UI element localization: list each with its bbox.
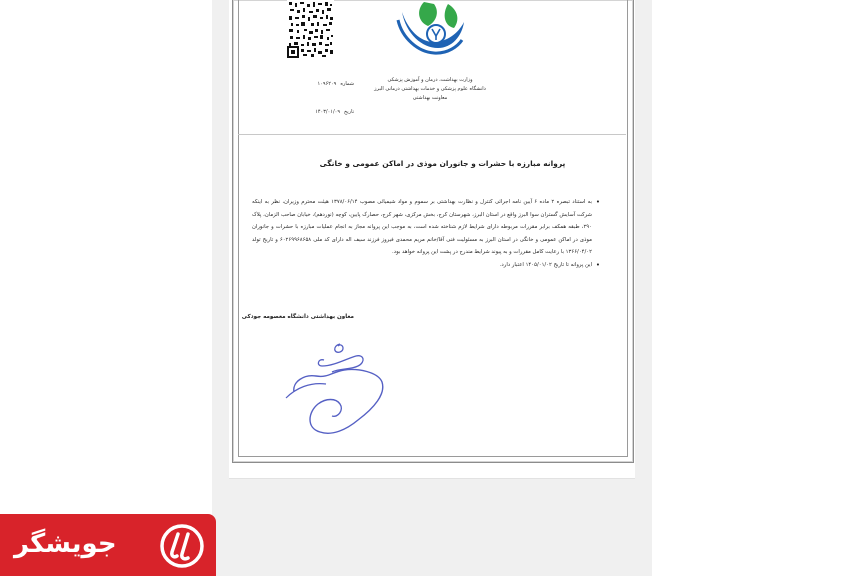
qr-code-icon bbox=[287, 0, 334, 58]
brand-watermark bbox=[0, 514, 216, 576]
university-logo-icon bbox=[396, 0, 468, 58]
ministry-header bbox=[370, 76, 490, 103]
validity-paragraph: • این پروانه تا تاریخ ۱۴۰۵/۰۱/۰۲ اعتبار دارد. bbox=[252, 259, 592, 272]
ministry-line: وزارت بهداشت، درمان و آموزش پزشکی bbox=[387, 77, 473, 83]
reference-number-label: شماره bbox=[340, 81, 354, 87]
handwritten-signature bbox=[282, 338, 394, 440]
ministry-line: دانشگاه علوم پزشکی و خدمات بهداشتی درمانی البرز bbox=[374, 86, 486, 92]
reference-date-value: ۱۴۰۳/۰۱/۰۹ bbox=[315, 109, 341, 115]
ministry-line: معاونت بهداشتی bbox=[412, 95, 448, 101]
brand-logo-icon bbox=[158, 522, 206, 570]
left-margin bbox=[0, 0, 212, 576]
reference-date bbox=[282, 109, 354, 115]
brand-name: جویشگر bbox=[14, 529, 117, 559]
reference-block bbox=[282, 81, 354, 115]
reference-number-value: ۱۰۹۶۲۰۹ bbox=[317, 81, 337, 87]
reference-number bbox=[282, 81, 354, 87]
license-paragraph: • به استناد تبصره ۲ ماده ۶ آیین نامه اجرائی کنترل و نظارت بهداشتی بر سموم و مواد شیمیائی مصوب ۱۳۷۸/۰۶/۱۴ هیئت محترم وزیران، نظر به اینکه شرکت آسایش گستران سوا البرز واقع در استان البرز، شهرستان کرج، بخش مرکزی، شهر کرج، حصارک پایین، کوچه (نوردهم)، خیابان صاحب الزمان، پلاک ۲۹۰، طبقه همکف برابر مقررات مربوطه دارای شرایط لازم شناخته شده است، به موجب این پروانه مجاز به انجام عملیات مبارزه با حشرات و جانوران موذی در اماکن عمومی و خانگی در استان البرز به مسئولیت فنی آقا/خانم مریم محمدی فیروز فرزند سیف اله دارای کد ملی ۶۰۲۶۹۹۶۸۶۵۸ و تاریخ تولد ۱۳۶۶/۰۴/۰۲ با رعایت کامل مقررات و به پیوند شرایط مندرج در پشت این پروانه خواهد بود. bbox=[252, 196, 592, 259]
document-title: پروانه مبارزه با حشرات و جانوران موذی در اماکن عمومی و خانگی bbox=[319, 159, 566, 168]
header-divider bbox=[238, 134, 626, 135]
right-margin bbox=[652, 0, 864, 576]
reference-date-label: تاریخ bbox=[344, 109, 354, 115]
signer-name: معاون بهداشتی دانشگاه معصومه جودکی bbox=[241, 314, 354, 320]
license-body bbox=[252, 196, 600, 272]
